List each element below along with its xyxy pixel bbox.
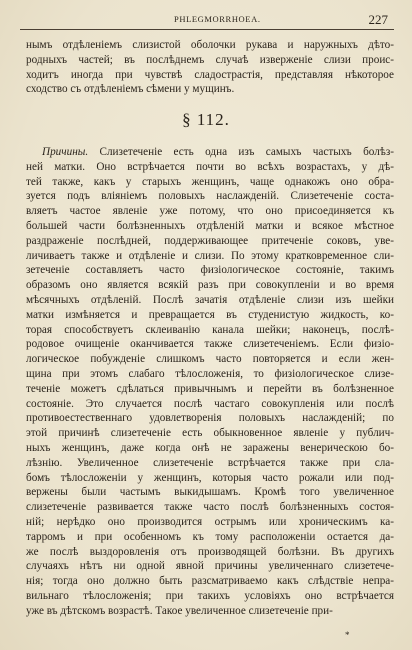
text-line: бомъ тѣлосложеніи у женщинъ, которыя часто рожали или под- (26, 471, 394, 484)
text-line: лѣзнію. Увеличенное слизетеченіе встрѣчается также при сла- (26, 456, 394, 469)
text-line: мѣсячныхъ отдѣленій. Послѣ зачатія отдѣленіе слизи изъ шейки (26, 293, 394, 306)
text-line: слизетеченіе развивается также часто послѣ болѣзненныхъ состоя- (26, 501, 394, 514)
text-line: тарромъ и при особенномъ къ тому расположеніи остается да- (26, 530, 394, 543)
running-title: PHLEGMORRHOEA. (174, 14, 261, 24)
lead-word: Причины. (42, 146, 89, 158)
text-line: вильнаго тѣлосложенія; при такихъ условіяхъ оно встрѣчается (26, 589, 394, 602)
text-line: родовое очищеніе оканчивается также слизетеченіемъ. Если физіо- (26, 338, 394, 351)
text-line: ній; нерѣдко оно производится острымъ или хроническимъ ка- (26, 515, 394, 528)
text-line: вержены были частымъ выкидышамъ. Кромѣ того увеличенное (26, 486, 394, 499)
text-line: нымъ отдѣленіемъ слизистой оболочки рукава и наружныхъ дѣто- (26, 39, 394, 51)
text-line: тей также, какъ у старыхъ женщинъ, чаще однакожъ оно обра- (26, 175, 394, 188)
text-line: уже въ дѣтскомъ возрастѣ. Такое увеличенное слизетеченіе при- (26, 604, 333, 617)
text-line: этой причинѣ слизетеченіе есть обыкновенное явленіе у публич- (26, 427, 394, 440)
text-line: матки измѣняется и превращается въ студенистую жидкость, ко- (26, 308, 394, 321)
text-line: сходство съ отдѣленіемъ сѣмени у мущинъ. (26, 83, 235, 96)
text-line: зетеченіе составляетъ часто физіологическое состояніе, такимъ (26, 264, 394, 277)
text-line: образомъ оно является всякій разъ при совокупленіи и во время (26, 279, 394, 292)
text-line-first (26, 145, 394, 160)
text-line: ныхъ женщинъ, даже когда онѣ не заражены венерическою бо- (26, 441, 394, 454)
text-line: ней матки. Оно встрѣчается почти во всѣхъ возрастахъ, у дѣ- (26, 160, 394, 173)
text-line: зуется подъ вліяніемъ половыхъ наслажденій. Слизетеченіе соста- (26, 190, 394, 203)
first-line-rest: Слизетеченіе есть одна изъ самыхъ частыхъ болѣз- (99, 146, 394, 158)
text-line: ходитъ иногда при чувствѣ сладострастія, представляя нѣкоторое (26, 68, 394, 81)
running-head (0, 12, 412, 26)
body-lines (26, 160, 394, 619)
text-line: щина при этомъ слабаго тѣлосложенія, то физіологическое слизе- (26, 367, 394, 380)
text-line: раздраженіе послѣдней, поддерживающее притеченіе соковъ, уве- (26, 234, 394, 247)
section-heading: § 112. (182, 110, 230, 129)
text-line: личиваетъ также и отдѣленіе и слизи. По этому кратковременное сли- (26, 249, 394, 262)
footer-mark: * (345, 630, 350, 640)
text-line: же послѣ выздоровленія отъ производящей болѣзни. Въ другихъ (26, 545, 394, 558)
text-line: случаяхъ нѣтъ ни одной явной причины увеличеннаго слизетече- (26, 560, 394, 573)
text-line: торая способствуетъ склеиванію канала шейки; наконецъ, послѣ- (26, 323, 394, 336)
causes-paragraph (26, 145, 394, 619)
page-number: 227 (368, 12, 388, 27)
text-line: большей части болѣзненныхъ отдѣленій матки и всякое мѣстное (26, 219, 394, 232)
text-line: состояніе. Это случается послѣ частаго совокупленія или послѣ (26, 397, 394, 410)
text-line: теченіе можетъ сдѣлаться привычнымъ и перейти въ болѣзненное (26, 382, 394, 395)
text-line: вляетъ частое явленіе уже потому, что оно присоединяется къ (26, 205, 394, 218)
text-line: родныхъ частей; въ послѣднемъ случаѣ изверженіе слизи проис- (26, 53, 394, 66)
text-line: нія; тогда оно должно быть разсматриваемо какъ слѣдствіе непра- (26, 575, 394, 588)
header-rule (20, 29, 394, 30)
text-line: противоестественнаго удовлетворенія половыхъ наслажденій; по (26, 412, 394, 425)
text-line: логическое побужденіе слишкомъ часто повторяется и если жен- (26, 353, 394, 366)
intro-paragraph (26, 38, 394, 97)
